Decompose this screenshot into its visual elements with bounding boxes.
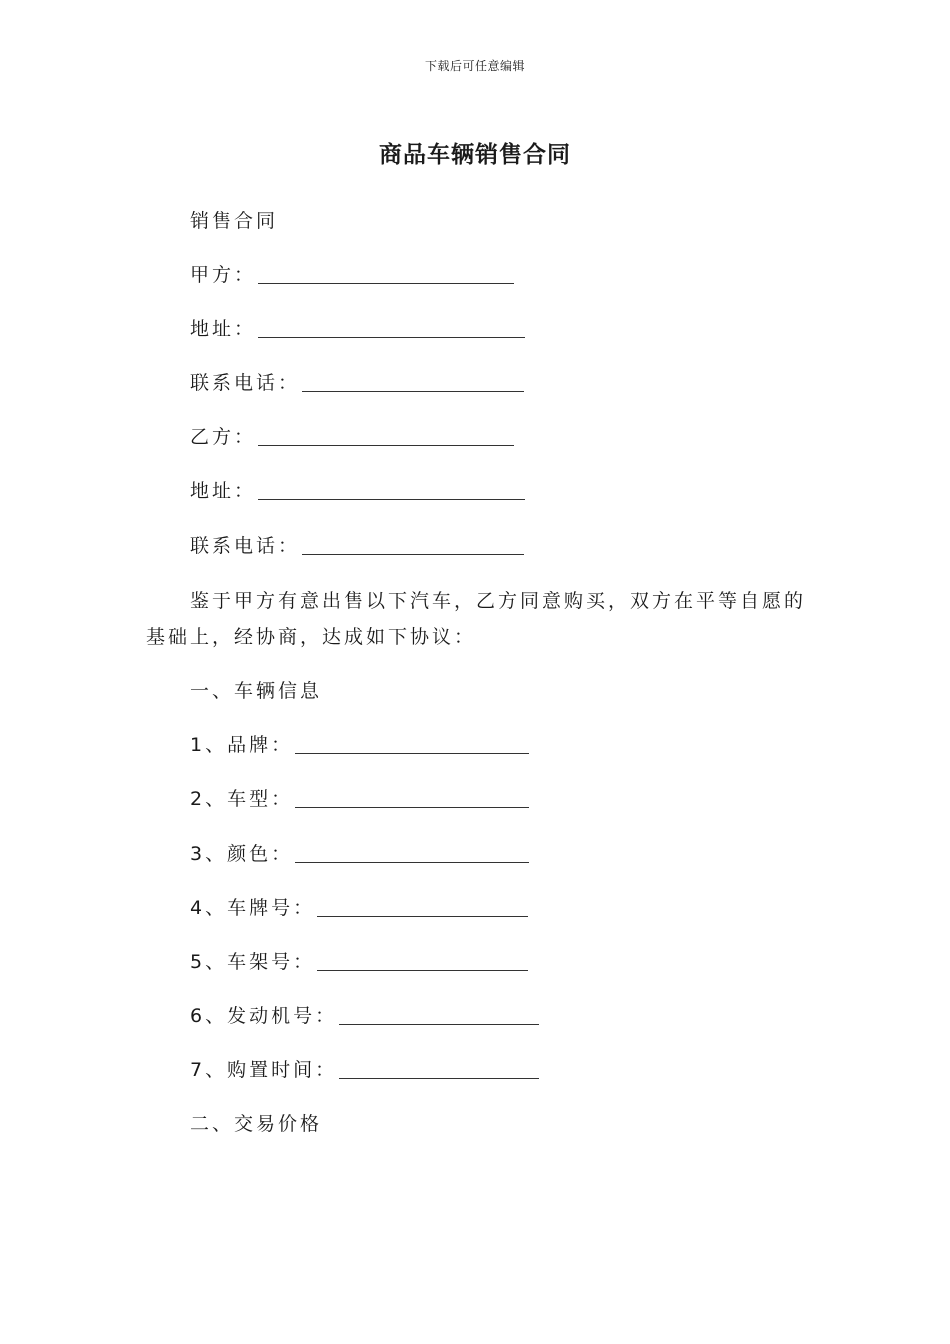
party-a-phone-row bbox=[190, 370, 524, 396]
contract-heading: 销售合同 bbox=[190, 210, 279, 232]
header-note: 下载后可任意编辑 bbox=[424, 59, 525, 73]
party-b-phone-label: 联系电话： bbox=[190, 535, 301, 557]
party-a-address-label: 地址： bbox=[190, 318, 257, 340]
section1-title: 一、车辆信息 bbox=[190, 680, 323, 702]
vehicle-brand-blank[interactable] bbox=[295, 735, 529, 754]
party-b-name-label: 乙方： bbox=[190, 426, 257, 448]
party-a-phone-blank[interactable] bbox=[302, 373, 524, 392]
party-a-address-row bbox=[190, 316, 525, 342]
vehicle-engine-label: 6、发动机号： bbox=[190, 1005, 338, 1027]
vehicle-purchase-date-label: 7、购置时间： bbox=[190, 1059, 338, 1081]
vehicle-brand-label: 1、品牌： bbox=[190, 734, 294, 756]
vehicle-plate-blank[interactable] bbox=[317, 898, 528, 917]
vehicle-engine-row bbox=[190, 1003, 539, 1029]
vehicle-plate-label: 4、车牌号： bbox=[190, 897, 316, 919]
vehicle-purchase-date-row bbox=[190, 1057, 539, 1083]
document-title: 商品车辆销售合同 bbox=[379, 142, 571, 168]
section2-title: 二、交易价格 bbox=[190, 1113, 323, 1135]
party-b-address-blank[interactable] bbox=[258, 481, 525, 500]
party-b-phone-blank[interactable] bbox=[302, 536, 524, 555]
vehicle-vin-label: 5、车架号： bbox=[190, 951, 316, 973]
vehicle-model-blank[interactable] bbox=[295, 789, 529, 808]
vehicle-color-row bbox=[190, 841, 529, 867]
party-a-address-blank[interactable] bbox=[258, 319, 525, 338]
vehicle-model-row bbox=[190, 786, 529, 812]
party-a-name-row bbox=[190, 262, 514, 288]
party-b-name-row bbox=[190, 424, 514, 450]
vehicle-purchase-date-blank[interactable] bbox=[339, 1060, 539, 1079]
vehicle-vin-blank[interactable] bbox=[317, 952, 528, 971]
party-b-address-label: 地址： bbox=[190, 480, 257, 502]
vehicle-color-blank[interactable] bbox=[295, 844, 529, 863]
party-b-phone-row bbox=[190, 533, 524, 559]
party-b-name-blank[interactable] bbox=[258, 427, 514, 446]
party-b-address-row bbox=[190, 478, 525, 504]
vehicle-color-label: 3、颜色： bbox=[190, 843, 294, 865]
intro-paragraph: 鉴于甲方有意出售以下汽车，乙方同意购买，双方在平等自愿的基础上，经协商，达成如下协议： bbox=[146, 590, 807, 648]
party-a-name-blank[interactable] bbox=[258, 265, 514, 284]
party-a-phone-label: 联系电话： bbox=[190, 372, 301, 394]
party-a-name-label: 甲方： bbox=[190, 264, 257, 286]
vehicle-engine-blank[interactable] bbox=[339, 1006, 539, 1025]
vehicle-vin-row bbox=[190, 949, 528, 975]
vehicle-model-label: 2、车型： bbox=[190, 788, 294, 810]
vehicle-brand-row bbox=[190, 732, 529, 758]
vehicle-plate-row bbox=[190, 895, 528, 921]
